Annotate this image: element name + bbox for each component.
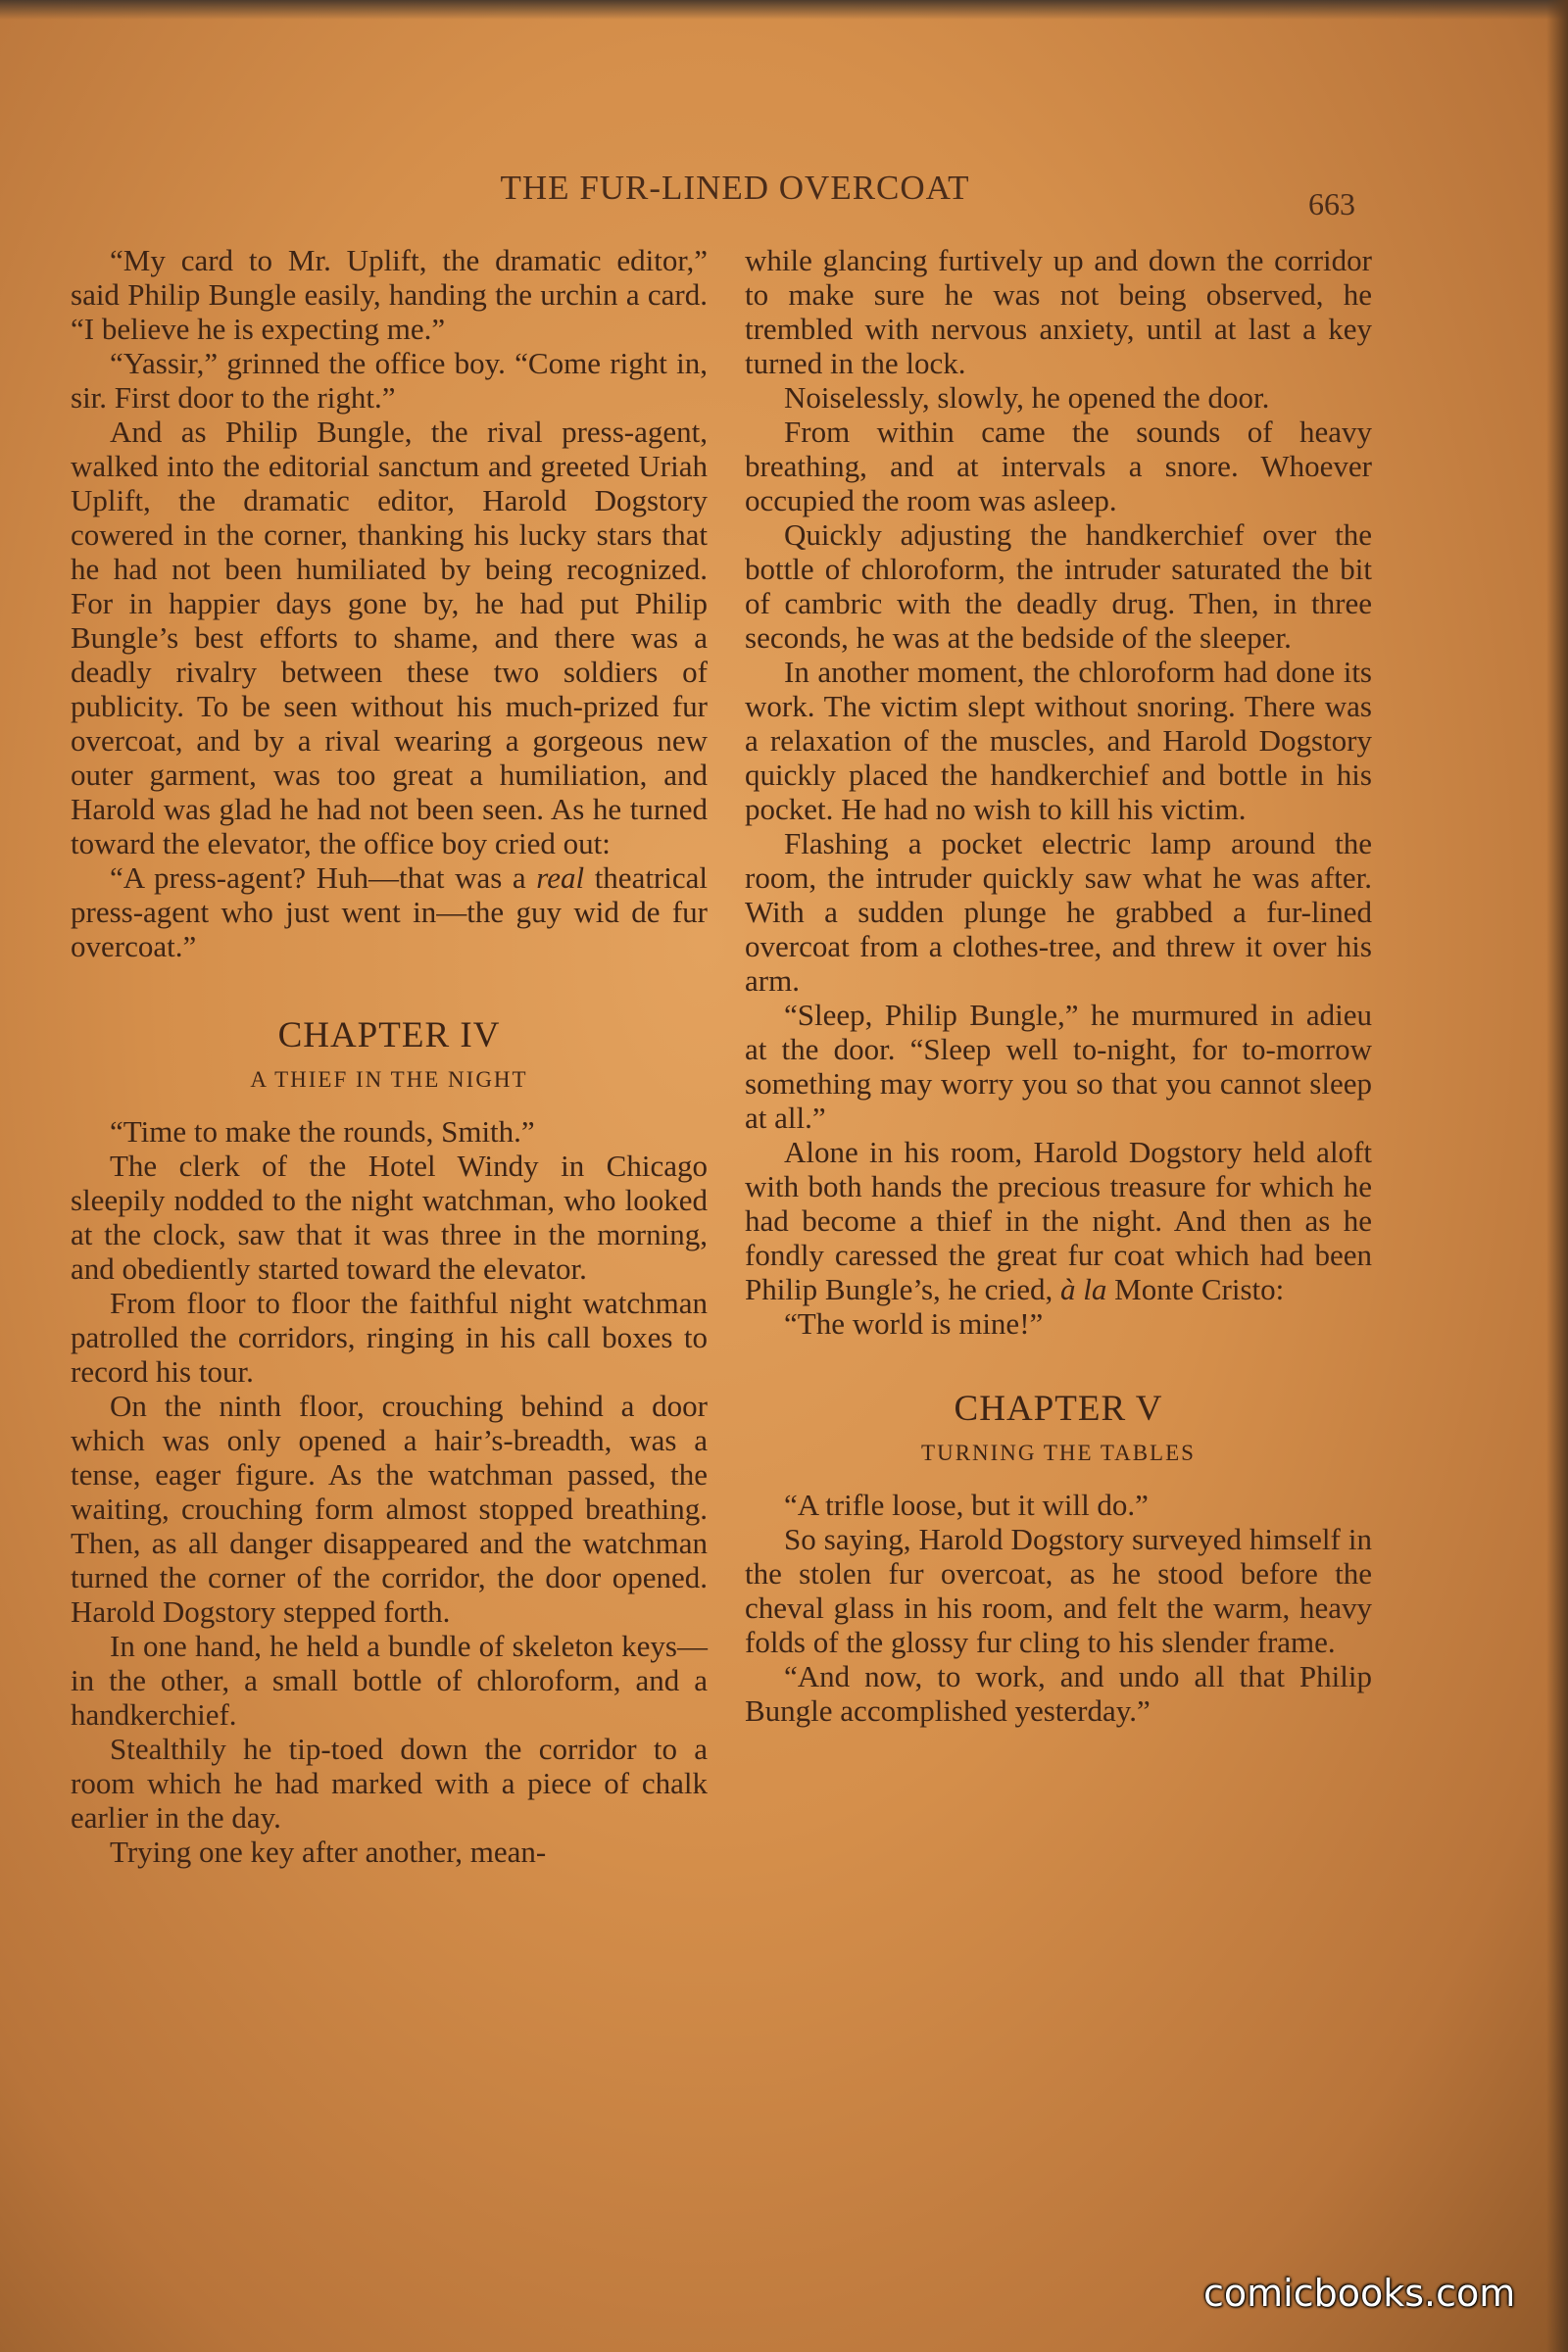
paragraph: Flashing a pocket electric lamp around the room, the intruder quickly saw what he was after. With a sudden plunge he grabbed a fur-lined overcoat from a clothes-tree, and threw it over his arm.	[745, 826, 1372, 998]
paragraph: “The world is mine!”	[784, 1306, 1044, 1341]
paragraph: “Sleep, Philip Bungle,” he murmured in adieu at the door. “Sleep well to-night, for to-morrow something may worry you so that you cannot sleep at all.”	[745, 998, 1372, 1135]
paragraph: The clerk of the Hotel Windy in Chicago sleepily nodded to the night watchman, who looked at the clock, saw that it was three in the morning, and obediently started toward the elevator.	[71, 1149, 708, 1286]
paragraph: “And now, to work, and undo all that Philip Bungle accomplished yesterday.”	[745, 1659, 1372, 1728]
paragraph: So saying, Harold Dogstory surveyed himself in the stolen fur overcoat, as he stood before the cheval glass in his room, and felt the warm, heavy folds of the glossy fur cling to his slender frame.	[745, 1522, 1372, 1659]
paragraph: Noiselessly, slowly, he opened the door.	[784, 380, 1270, 415]
chapter-subtitle: A THIEF IN THE NIGHT	[250, 1067, 528, 1092]
right-column	[745, 243, 1372, 1728]
paragraph: while glancing furtively up and down the corridor to make sure he was not being observed, he trembled with nervous anxiety, until at last a key turned in the lock.	[745, 243, 1372, 380]
paragraph: “My card to Mr. Uplift, the dramatic editor,” said Philip Bungle easily, handing the urchin a card. “I believe he is expecting me.”	[71, 243, 708, 346]
paragraph-text: theatrical press-agent who just went in—the guy wid de fur overcoat.”	[71, 860, 709, 963]
chapter-subtitle: TURNING THE TABLES	[921, 1441, 1196, 1465]
page-top-edge	[0, 0, 1568, 20]
paragraph: Quickly adjusting the handkerchief over the bottle of chloroform, the intruder saturated the bit of cambric with the deadly drug. Then, in three seconds, he was at the bedside of the sleeper.	[745, 517, 1372, 655]
running-head: THE FUR-LINED OVERCOAT	[500, 169, 970, 207]
page-number: 663	[1308, 186, 1355, 221]
paragraph: In another moment, the chloroform had done its work. The victim slept without snoring. There was a relaxation of the muscles, and Harold Dogstory quickly placed the handkerchief and bottle in his pocket. He had no wish to kill his victim.	[745, 655, 1372, 826]
paragraph: On the ninth floor, crouching behind a door which was only opened a hair’s-breadth, was a tense, eager figure. As the watchman passed, the waiting, crouching form almost stopped breathing. Then, as all danger disappeared and the watchman turned the corner of the corridor, the door opened. Harold Dogstory stepped forth.	[71, 1389, 708, 1629]
chapter-title: CHAPTER V	[954, 1389, 1163, 1429]
paragraph-text: “A press-agent? Huh—that was a	[110, 860, 537, 895]
italic-word: real	[536, 860, 585, 895]
chapter-title: CHAPTER IV	[277, 1015, 501, 1055]
paragraph: And as Philip Bungle, the rival press-agent, walked into the editorial sanctum and greeted Uriah Uplift, the dramatic editor, Harold Dogstory cowered in the corner, thanking his lucky stars that he had not been humiliated by being recognized. For in happier days gone by, he had put Philip Bungle’s best efforts to shame, and there was a deadly rivalry between these two soldiers of publicity. To be seen without his much-prized fur overcoat, and by a rival wearing a gorgeous new outer garment, was too great a humiliation, and Harold was glad he had not been seen. As he turned toward the elevator, the office boy cried out:	[71, 415, 708, 860]
paragraph: In one hand, he held a bundle of skeleton keys—in the other, a small bottle of chloroform, and a handkerchief.	[71, 1629, 708, 1732]
paragraph: Trying one key after another, mean-	[110, 1835, 547, 1869]
paragraph	[71, 860, 708, 963]
paragraph: “Yassir,” grinned the office boy. “Come right in, sir. First door to the right.”	[71, 346, 708, 415]
paragraph: Stealthily he tip-toed down the corridor to a room which he had marked with a piece of chalk earlier in the day.	[71, 1732, 708, 1835]
italic-phrase: à la	[1060, 1272, 1107, 1306]
paragraph: From within came the sounds of heavy breathing, and at intervals a snore. Whoever occupied the room was asleep.	[745, 415, 1372, 517]
paragraph: From floor to floor the faithful night watchman patrolled the corridors, ringing in his call boxes to record his tour.	[71, 1286, 708, 1389]
paragraph-text: Monte Cristo:	[1106, 1272, 1285, 1306]
page-right-edge	[1546, 0, 1568, 2352]
paragraph: “A trifle loose, but it will do.”	[784, 1488, 1149, 1522]
paragraph-text: Alone in his room, Harold Dogstory held aloft with both hands the precious treasure for which he had become a thief in the night. And then as he fondly caressed the great fur coat which had been Philip Bungle’s, he cried,	[745, 1135, 1372, 1306]
paragraph: “Time to make the rounds, Smith.”	[110, 1114, 535, 1149]
left-column	[71, 243, 708, 1869]
paragraph	[745, 1135, 1372, 1306]
watermark: comicbooks.com	[1203, 2272, 1516, 2315]
